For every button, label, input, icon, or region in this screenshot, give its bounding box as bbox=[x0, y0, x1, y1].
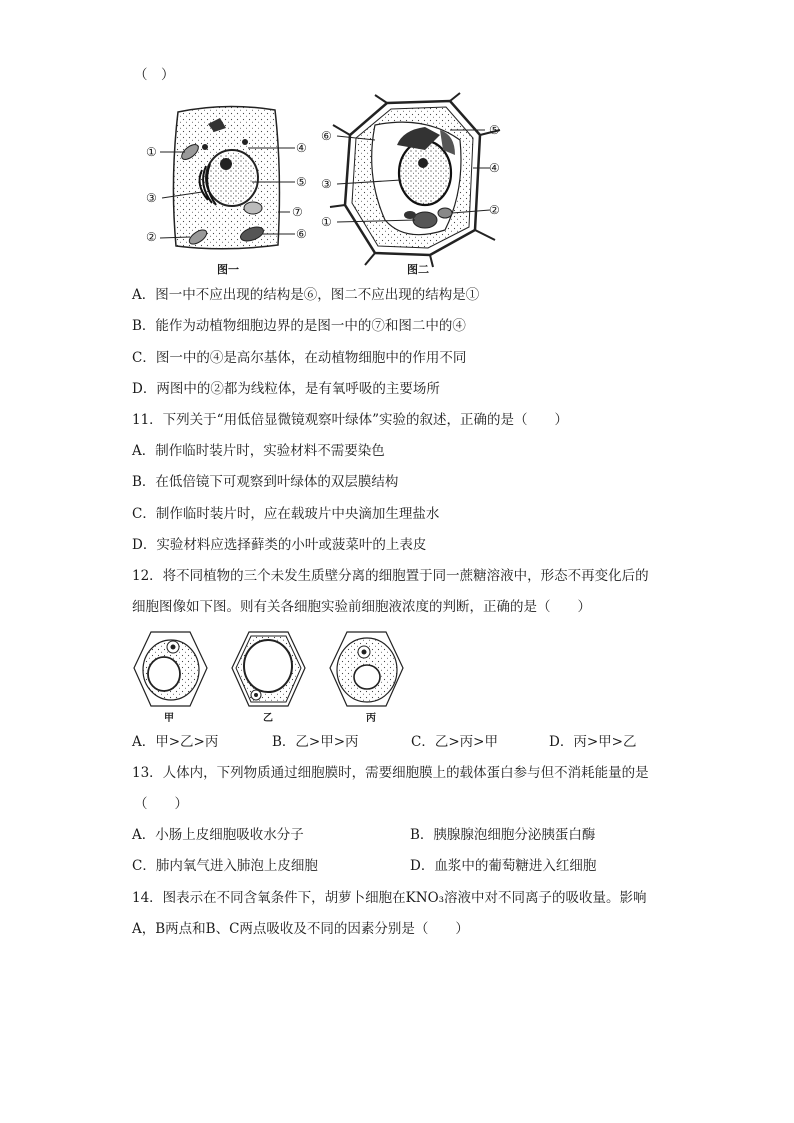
q10-option-d: D．两图中的②都为线粒体，是有氧呼吸的主要场所 bbox=[132, 381, 440, 397]
q10-option-b: B．能作为动植物细胞边界的是图一中的⑦和图二中的④ bbox=[132, 318, 466, 334]
fig1-label-6: ⑥ bbox=[296, 227, 307, 241]
cell-label-jia: 甲 bbox=[164, 713, 174, 724]
cell-label-yi: 乙 bbox=[263, 713, 273, 724]
fig1-label-1: ① bbox=[146, 145, 157, 159]
fig2-caption: 图二 bbox=[407, 263, 429, 276]
fig2-label-2: ② bbox=[489, 203, 500, 217]
q13-option-a: A．小肠上皮细胞吸收水分子 bbox=[132, 827, 304, 843]
q10-option-a: A．图一中不应出现的结构是⑥，图二不应出现的结构是① bbox=[132, 287, 480, 303]
fig1-label-2: ② bbox=[146, 230, 157, 244]
q13-option-c: C．肺内氧气进入肺泡上皮细胞 bbox=[132, 858, 318, 874]
fig2-label-4: ④ bbox=[489, 161, 500, 175]
fig1-label-5: ⑤ bbox=[296, 175, 307, 189]
q13-paren: （ ） bbox=[134, 796, 188, 812]
q12-option-a: A．甲>乙>丙 bbox=[132, 734, 219, 750]
q11-stem: 11．下列关于“用低倍显微镜观察叶绿体”实验的叙述，正确的是（ ） bbox=[132, 412, 568, 428]
q10-option-c: C．图一中的④是高尔基体，在动植物细胞中的作用不同 bbox=[132, 350, 467, 366]
fig1-caption: 图一 bbox=[217, 263, 239, 276]
cell-label-bing: 丙 bbox=[366, 713, 376, 724]
q10-paren: （ ） bbox=[134, 67, 175, 83]
figure-plant-cell bbox=[315, 95, 515, 265]
q14-stem-line2: A，B两点和B、C两点吸收及不同的因素分别是（ ） bbox=[132, 921, 469, 937]
q11-option-b: B．在低倍镜下可观察到叶绿体的双层膜结构 bbox=[132, 474, 399, 490]
q11-option-a: A．制作临时装片时，实验材料不需要染色 bbox=[132, 443, 385, 459]
fig2-label-6: ⑥ bbox=[321, 129, 332, 143]
figure-animal-cell bbox=[140, 100, 320, 265]
fig1-label-4: ④ bbox=[296, 141, 307, 155]
q11-option-c: C．制作临时装片时，应在载玻片中央滴加生理盐水 bbox=[132, 506, 440, 522]
figure-cells-yi bbox=[231, 630, 306, 710]
fig2-label-1: ① bbox=[321, 215, 332, 229]
fig1-label-7: ⑦ bbox=[292, 205, 303, 219]
q12-option-b: B．乙>甲>丙 bbox=[272, 734, 359, 750]
q11-option-d: D．实验材料应选择藓类的小叶或菠菜叶的上表皮 bbox=[132, 537, 427, 553]
q14-stem-line1: 14．图表示在不同含氧条件下，胡萝卜细胞在KNO₃溶液中对不同离子的吸收量。影响 bbox=[132, 890, 647, 906]
figure-cells-jia bbox=[133, 630, 208, 710]
fig2-label-5: ⑤ bbox=[489, 123, 500, 137]
fig2-label-3: ③ bbox=[321, 177, 332, 191]
figure-cells-bing bbox=[329, 630, 404, 710]
q13-option-b: B．胰腺腺泡细胞分泌胰蛋白酶 bbox=[410, 827, 596, 843]
q12-stem-line1: 12．将不同植物的三个未发生质壁分离的细胞置于同一蔗糖溶液中，形态不再变化后的 bbox=[132, 568, 649, 584]
q12-option-d: D．丙>甲>乙 bbox=[549, 734, 637, 750]
q13-option-d: D．血浆中的葡萄糖进入红细胞 bbox=[410, 858, 597, 874]
q13-stem: 13．人体内，下列物质通过细胞膜时，需要细胞膜上的载体蛋白参与但不消耗能量的是 bbox=[132, 765, 649, 781]
fig1-label-3: ③ bbox=[146, 191, 157, 205]
q12-option-c: C．乙>丙>甲 bbox=[411, 734, 498, 750]
q12-stem-line2: 细胞图像如下图。则有关各细胞实验前细胞液浓度的判断，正确的是（ ） bbox=[132, 599, 591, 615]
